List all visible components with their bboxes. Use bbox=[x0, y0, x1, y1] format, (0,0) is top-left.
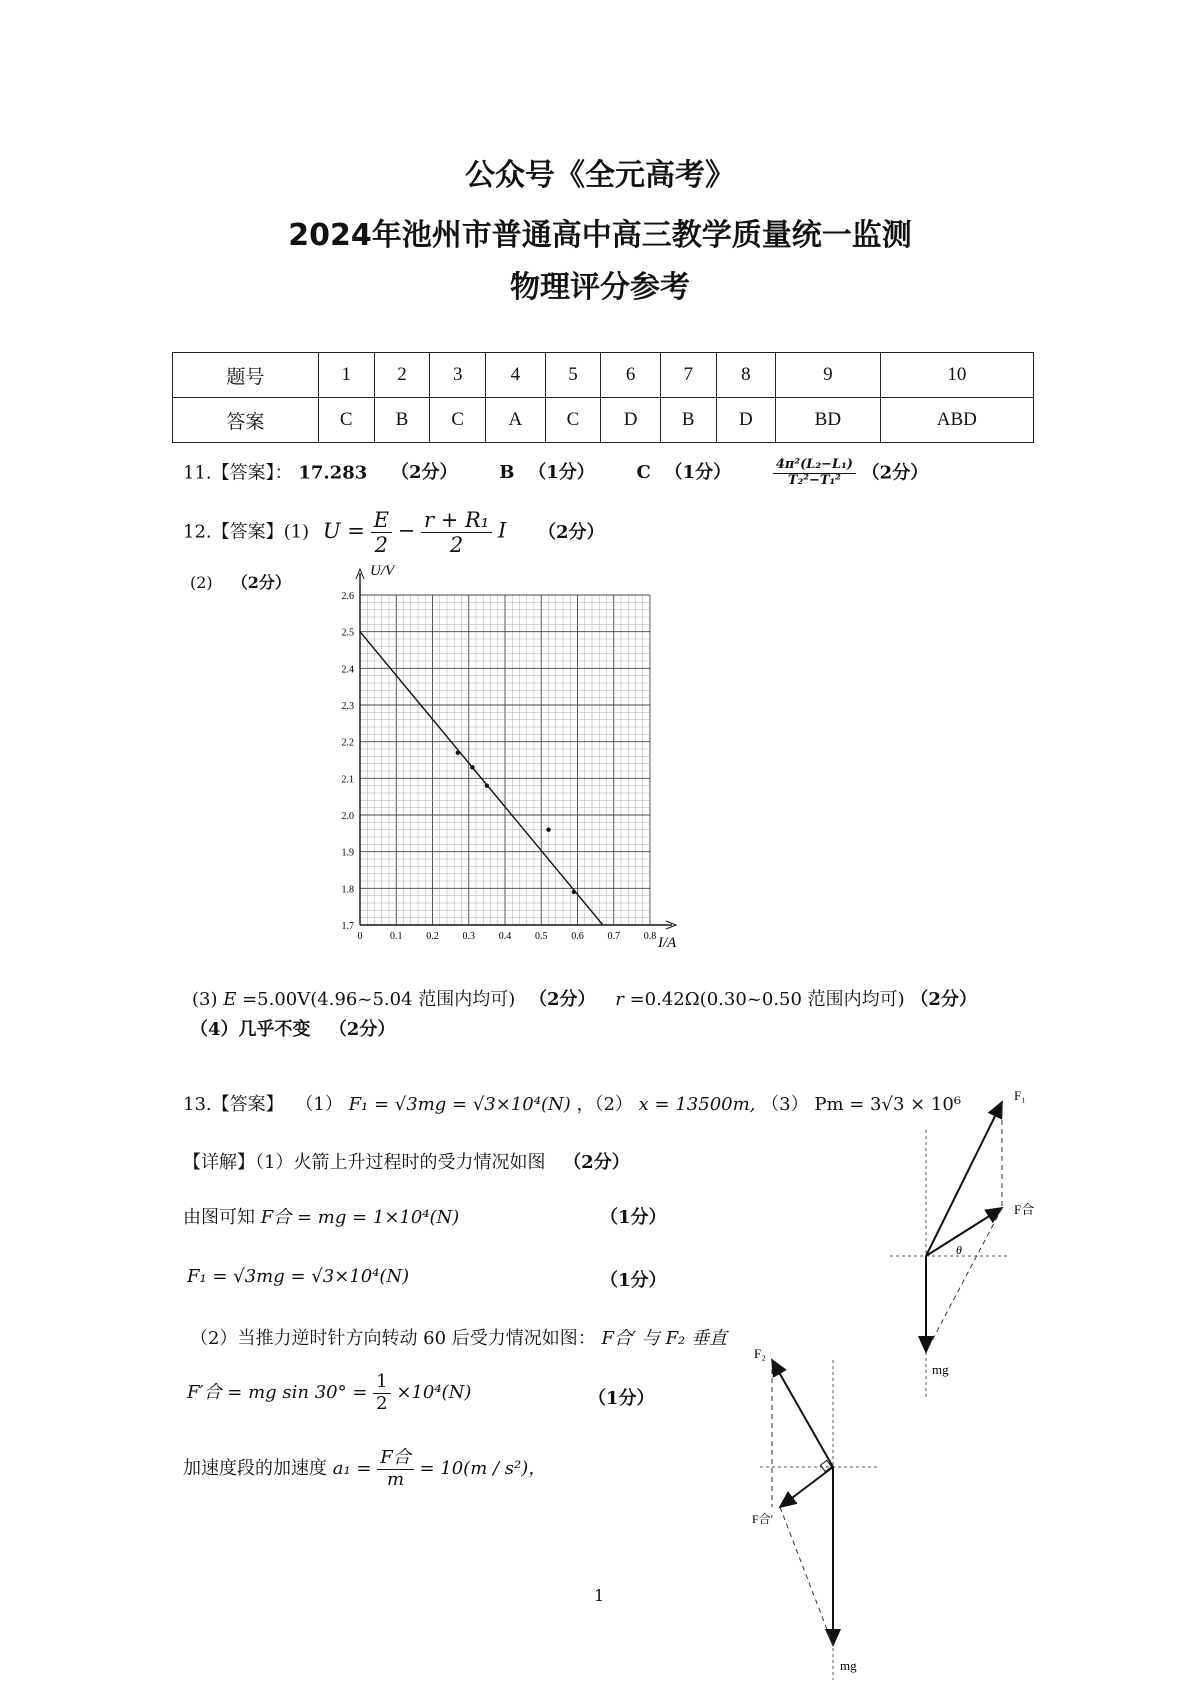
y-tick-label: 2.0 bbox=[341, 811, 354, 822]
table-cell: 3 bbox=[430, 353, 486, 398]
table-cell: 5 bbox=[545, 353, 601, 398]
x-tick-label: 0.1 bbox=[390, 931, 403, 942]
q13-line-d-den: 2 bbox=[376, 1392, 388, 1414]
q11-formula-den: T₂²−T₁² bbox=[787, 472, 841, 488]
q13-line-d-score: （1分） bbox=[588, 1388, 655, 1409]
q11-score3: （1分） bbox=[664, 462, 732, 484]
q13-line-e-lhs: a₁ = bbox=[332, 1458, 372, 1480]
dashed-side bbox=[926, 1208, 1002, 1352]
x-tick-label: 0.6 bbox=[571, 931, 584, 942]
fhe-label: F合 bbox=[1014, 1202, 1035, 1217]
table-cell: D bbox=[601, 398, 660, 443]
table-cell: D bbox=[716, 398, 775, 443]
q12-part3-E: E bbox=[223, 989, 237, 1010]
chart-ticks bbox=[342, 591, 657, 942]
q13-p2-eq: x = 13500m, bbox=[638, 1094, 756, 1115]
fhe-prime-label: F合′ bbox=[752, 1512, 774, 1526]
q12-frac2-den: 2 bbox=[449, 533, 464, 558]
y-tick-label: 2.1 bbox=[341, 774, 354, 786]
q13-line-c-tail: F合′ 与 F₂ 垂直 bbox=[601, 1328, 727, 1349]
q13-detail1 bbox=[183, 1148, 630, 1174]
q12-part3-label: (3) bbox=[192, 989, 218, 1010]
chart-xlabel: I/A bbox=[658, 935, 677, 950]
q12-part2 bbox=[190, 570, 291, 593]
q12-frac1-num: E bbox=[371, 508, 392, 533]
u-i-chart bbox=[320, 565, 700, 950]
table-cell: B bbox=[660, 398, 716, 443]
q11-formula bbox=[773, 458, 856, 489]
data-point bbox=[485, 783, 489, 787]
q12-part3-r-text: =0.42Ω(0.30~0.50 范围内均可) bbox=[623, 989, 905, 1010]
q13-answer-line bbox=[183, 1090, 961, 1116]
page-title-line3: 物理评分参考 bbox=[510, 270, 690, 305]
q13-line-a-pre: 由图可知 bbox=[183, 1207, 255, 1228]
q13-line-e-num: F合 bbox=[377, 1448, 414, 1470]
table-cell: A bbox=[486, 398, 545, 443]
x-tick-label: 0.7 bbox=[607, 931, 620, 942]
table-cell: ABD bbox=[880, 398, 1033, 443]
page-title-line1: 公众号《全元高考》 bbox=[465, 158, 735, 193]
table-cell: 6 bbox=[601, 353, 660, 398]
table-cell: 7 bbox=[660, 353, 716, 398]
q11-line bbox=[183, 458, 928, 489]
x-tick-label: 0.3 bbox=[462, 931, 475, 942]
q11-score2: （1分） bbox=[528, 462, 595, 484]
theta-label: θ bbox=[956, 1243, 962, 1257]
table-cell: C bbox=[318, 398, 374, 443]
x-tick-label: 0 bbox=[357, 931, 363, 942]
f2-label: F₂ bbox=[754, 1346, 766, 1361]
q12-part3-r: r bbox=[615, 989, 624, 1010]
q13-line-d-tail: ×10⁴(N) bbox=[396, 1382, 472, 1404]
q11-ans3: C bbox=[636, 462, 651, 484]
q13-line-a-score: （1分） bbox=[600, 1207, 667, 1228]
q11-label: 11.【答案】： bbox=[183, 462, 293, 484]
q12-part3-score2: （2分） bbox=[910, 989, 977, 1010]
data-point bbox=[456, 750, 460, 754]
q12-part4-text: （4）几乎不变 bbox=[190, 1019, 311, 1040]
y-tick-label: 2.4 bbox=[341, 664, 354, 676]
table-cell: 2 bbox=[374, 353, 430, 398]
q12-label: 12.【答案】(1) bbox=[183, 521, 310, 543]
q12-line1 bbox=[183, 508, 605, 557]
x-tick-label: 0.5 bbox=[535, 931, 548, 942]
q13-line-e-den: m bbox=[386, 1468, 405, 1490]
page-title-line2: 2024年池州市普通高中高三教学质量统一监测 bbox=[288, 218, 912, 253]
y-tick-label: 1.9 bbox=[341, 847, 354, 859]
table-cell: 10 bbox=[880, 353, 1033, 398]
mg-label: mg bbox=[932, 1362, 949, 1377]
table-cell: B bbox=[374, 398, 430, 443]
q13-p1-eq: F₁ = √3mg = √3×10⁴(N) bbox=[348, 1094, 571, 1115]
dashed-side bbox=[780, 1507, 833, 1645]
data-point bbox=[470, 765, 474, 769]
q12-part3-E-text: =5.00V(4.96~5.04 范围内均可) bbox=[236, 989, 516, 1010]
q13-line-d-num: 1 bbox=[373, 1372, 390, 1394]
q12-part3 bbox=[192, 985, 977, 1011]
y-tick-label: 1.8 bbox=[341, 884, 354, 896]
q13-line-d-frac bbox=[373, 1372, 390, 1414]
force-diagram-2 bbox=[740, 1340, 900, 1690]
x-tick-label: 0.2 bbox=[426, 931, 439, 942]
q12-minus: − bbox=[397, 518, 416, 543]
q12-frac1-den: 2 bbox=[374, 533, 388, 558]
chart-grid bbox=[360, 595, 650, 925]
q13-line-d bbox=[187, 1372, 471, 1414]
q13-line-a bbox=[183, 1203, 459, 1229]
x-tick-label: 0.8 bbox=[643, 931, 657, 942]
q12-frac2 bbox=[421, 508, 492, 557]
table-row bbox=[173, 398, 1034, 443]
table-header-cell: 答案 bbox=[173, 398, 319, 443]
y-tick-label: 2.6 bbox=[341, 591, 354, 602]
y-tick-label: 2.2 bbox=[341, 737, 354, 749]
q11-formula-num: 4π²(L₂−L₁) bbox=[773, 458, 856, 474]
q11-value: 17.283 bbox=[298, 462, 368, 484]
table-cell: 1 bbox=[318, 353, 374, 398]
q12-part4-score: （2分） bbox=[328, 1019, 396, 1040]
q12-frac2-num: r + R₁ bbox=[421, 508, 492, 533]
answer-table bbox=[172, 352, 1034, 443]
q12-eq-lhs: U = bbox=[322, 518, 365, 543]
y-tick-label: 2.5 bbox=[341, 627, 354, 639]
q13-line-e bbox=[183, 1448, 546, 1490]
page-number: 1 bbox=[594, 1586, 605, 1605]
q13-line-d-eq: F′合 = mg sin 30° = bbox=[187, 1382, 368, 1404]
table-cell: BD bbox=[776, 398, 881, 443]
f1-label: F₁ bbox=[1014, 1088, 1026, 1103]
data-point bbox=[546, 827, 550, 831]
mg-label: mg bbox=[840, 1658, 857, 1673]
q13-line-a-eq: F合 = mg = 1×10⁴(N) bbox=[260, 1207, 460, 1228]
q13-p2: ，（2） bbox=[576, 1094, 633, 1115]
q13-line-c-text: （2）当推力逆时针方向转动 60 后受力情况如图： bbox=[190, 1328, 596, 1349]
q13-line-c bbox=[190, 1324, 727, 1350]
q13-line-b-score: （1分） bbox=[600, 1270, 667, 1291]
q12-part3-score1: （2分） bbox=[529, 989, 596, 1010]
table-header-cell: 题号 bbox=[173, 353, 319, 398]
q11-ans2: B bbox=[499, 462, 515, 484]
fhe-prime-arrow bbox=[780, 1467, 833, 1507]
q12-frac1 bbox=[371, 508, 392, 557]
q11-score4: （2分） bbox=[861, 462, 929, 484]
q13-line-e-tail: = 10(m / s²)， bbox=[419, 1458, 547, 1480]
table-cell: 8 bbox=[716, 353, 775, 398]
q11-score1: （2分） bbox=[391, 462, 458, 484]
q12-part2-label: (2) bbox=[190, 573, 213, 592]
q13-label: 13.【答案】 bbox=[183, 1094, 284, 1115]
q13-p3-eq: Pm = 3√3 × 10⁶ bbox=[814, 1094, 962, 1115]
q13-line-e-frac bbox=[377, 1448, 414, 1490]
q12-eq-tail: I bbox=[497, 518, 507, 543]
y-tick-label: 1.7 bbox=[341, 921, 354, 932]
q12-score1: （2分） bbox=[537, 521, 605, 543]
q13-detail1-score: （2分） bbox=[563, 1152, 630, 1173]
data-point bbox=[572, 890, 576, 894]
y-tick-label: 2.3 bbox=[341, 701, 354, 712]
table-cell: C bbox=[545, 398, 601, 443]
table-row bbox=[173, 353, 1034, 398]
x-tick-label: 0.4 bbox=[498, 931, 512, 942]
q13-detail1-text: 【详解】（1）火箭上升过程时的受力情况如图 bbox=[183, 1152, 546, 1173]
table-cell: 9 bbox=[776, 353, 881, 398]
q13-line-b-eq: F₁ = √3mg = √3×10⁴(N) bbox=[187, 1266, 410, 1287]
q12-part2-score: （2分） bbox=[231, 573, 291, 592]
force-diagram-1 bbox=[880, 1080, 1040, 1410]
f2-arrow bbox=[772, 1360, 833, 1467]
q12-part4 bbox=[190, 1015, 395, 1041]
table-cell: 4 bbox=[486, 353, 545, 398]
chart-ylabel: U/V bbox=[370, 565, 395, 579]
q13-p1: （1） bbox=[295, 1094, 343, 1115]
q13-line-e-pre: 加速度段的加速度 bbox=[183, 1458, 327, 1480]
q13-p3: （3） bbox=[761, 1094, 809, 1115]
table-cell: C bbox=[430, 398, 486, 443]
